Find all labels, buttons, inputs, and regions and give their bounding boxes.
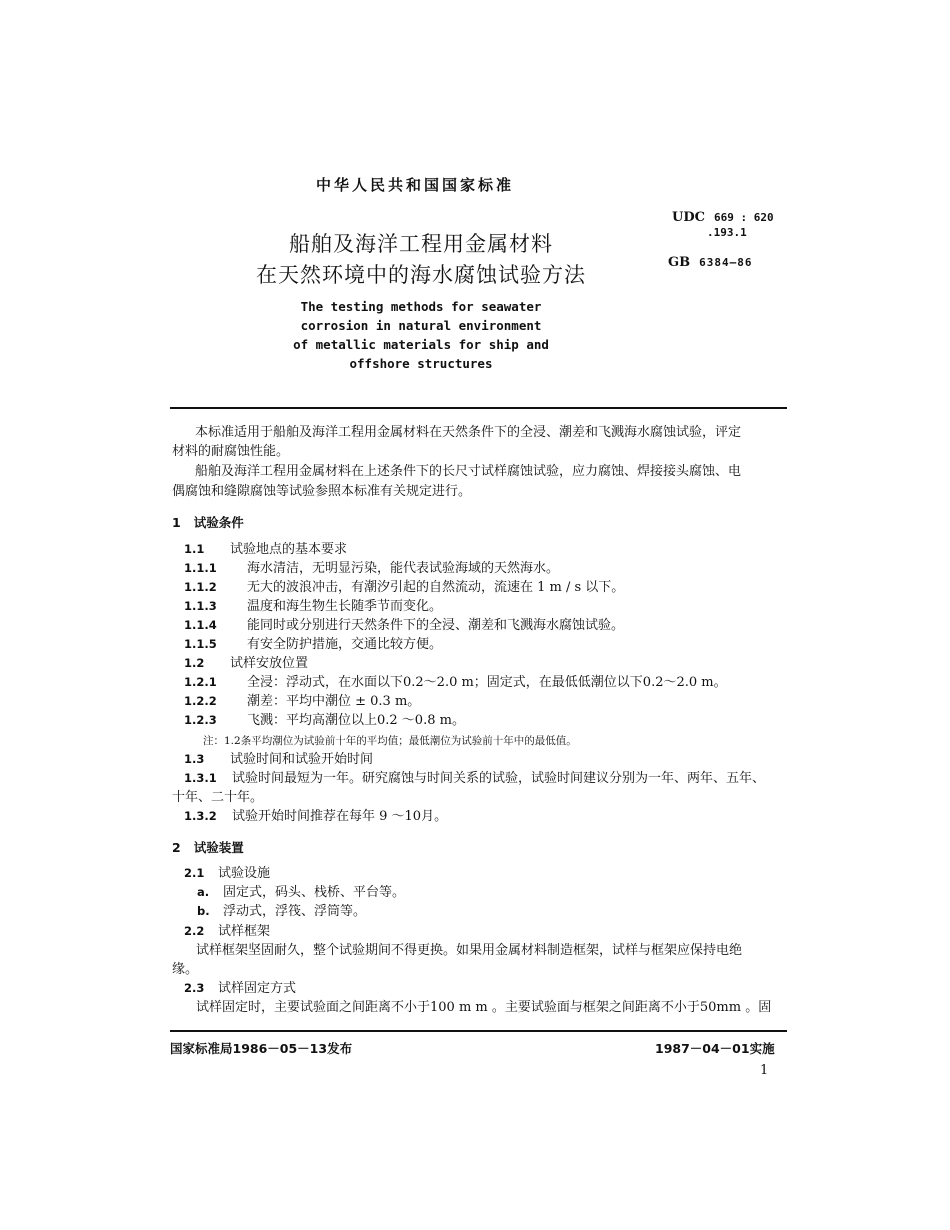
clause-text: 试样框架 [218,924,271,939]
udc-label: UDC [672,210,705,225]
clause-number: 1.2 [184,656,205,670]
clause-text: 温度和海生物生长随季节而变化。 [247,599,443,614]
clause-2-3 [184,979,799,998]
section-2-heading [172,838,787,856]
section-number: 1 [172,515,181,530]
page-number: 1 [760,1063,769,1078]
clause-1-1-5 [184,635,799,654]
section-number: 2 [172,840,181,855]
gb-standard-number [668,255,753,270]
item-label: b. [197,904,210,918]
footer-divider [170,1030,787,1032]
clause-number: 1.3.1 [184,771,217,785]
clause-1-2-1 [184,673,799,692]
clause-1-1-3 [184,597,799,616]
intro-paragraph-1-line-2: 材料的耐腐蚀性能。 [172,444,290,459]
clause-text: 试验地点的基本要求 [230,542,348,557]
clause-text: 全浸：浮动式，在水面以下0.2～2.0 m；固定式，在最低低潮位以下0.2～2.0 m。 [247,675,727,690]
clause-text: 试样安放位置 [230,656,309,671]
udc-code: 669 : 620 [714,211,774,224]
title-english-line-4: offshore structures [349,356,493,371]
clause-1-1 [184,540,799,559]
clause-text: 海水清洁，无明显污染，能代表试验海域的天然海水。 [247,561,560,576]
clause-number: 1.3.2 [184,809,217,823]
section-title: 试验条件 [193,515,244,530]
clause-number: 1.1.4 [184,618,217,632]
item-label: a. [197,885,210,899]
item-text: 固定式，码头、栈桥、平台等。 [223,885,406,900]
title-english-line-3: of metallic materials for ship and [293,337,549,352]
clause-1-3 [184,750,799,769]
clause-text: 试验开始时间推荐在每年 9 ～10月。 [232,809,448,824]
section-1-heading [172,513,787,531]
clause-number: 1.1.2 [184,580,217,594]
clause-number: 1.1.1 [184,561,217,575]
clause-1-2-note: 注：1.2条平均潮位为试验前十年的平均值；最低潮位为试验前十年中的最低值。 [203,735,577,747]
issue-date: 国家标准局1986－05－13发布 [170,1041,353,1056]
clause-text: 试验时间最短为一年。研究腐蚀与时间关系的试验，试验时间建议分别为一年、两年、五年、 [232,771,766,786]
clause-number: 2.2 [184,924,205,938]
clause-number: 1.2.3 [184,713,217,727]
clause-2-3-text: 试样固定时，主要试验面之间距离不小于100 m m 。主要试验面与框架之间距离不小于50mm 。固 [196,1000,772,1015]
clause-number: 1.2.1 [184,675,217,689]
clause-text: 试样固定方式 [218,981,297,996]
clause-1-2 [184,654,799,673]
clause-number: 1.1 [184,542,205,556]
clause-text: 能同时或分别进行天然条件下的全浸、潮差和飞溅海水腐蚀试验。 [247,618,625,633]
clause-text: 无大的波浪冲击，有潮汐引起的自然流动，流速在 1 m / s 以下。 [247,580,625,595]
title-chinese-line-1: 船舶及海洋工程用金属材料 [289,232,553,256]
clause-number: 2.3 [184,981,205,995]
udc-code-continued: .193.1 [707,226,747,239]
clause-2-2-text-line-2: 缘。 [172,962,199,977]
title-english [0,297,842,373]
header-divider [170,407,787,409]
title-chinese-line-2: 在天然环境中的海水腐蚀试验方法 [256,263,586,287]
clause-1-3-1-line-2: 十年、二十年。 [172,790,264,805]
intro-paragraph-2-line-1: 船舶及海洋工程用金属材料在上述条件下的长尺寸试样腐蚀试验，应力腐蚀、焊接接头腐蚀、电 [195,464,742,479]
udc-classification [672,210,774,225]
clause-text: 潮差：平均中潮位 ± 0.3 m。 [247,694,421,709]
clause-1-1-2 [184,578,799,597]
clause-text: 试验设施 [218,866,271,881]
clause-number: 1.3 [184,752,205,766]
clause-1-1-4 [184,616,799,635]
item-b [197,902,812,921]
clause-1-2-2 [184,692,799,711]
gb-code: 6384—86 [699,256,753,269]
clause-1-3-2 [184,807,799,826]
clause-text: 试验时间和试验开始时间 [230,752,374,767]
section-title: 试验装置 [193,840,244,855]
clause-1-3-1-line-1 [184,769,799,788]
item-a [197,883,812,902]
effective-date: 1987－04－01实施 [655,1041,775,1056]
clause-1-1-1 [184,559,799,578]
title-english-line-1: The testing methods for seawater [300,299,542,314]
clause-2-2-text-line-1: 试样框架坚固耐久，整个试验期间不得更换。如果用金属材料制造框架，试样与框架应保持电绝 [196,943,743,958]
intro-paragraph-1-line-1: 本标准适用于船舶及海洋工程用金属材料在天然条件下的全浸、潮差和飞溅海水腐蚀试验，评定 [195,425,742,440]
intro-paragraph-2-line-2: 偶腐蚀和缝隙腐蚀等试验参照本标准有关规定进行。 [172,484,472,499]
item-text: 浮动式，浮筏、浮筒等。 [223,904,367,919]
clause-2-1 [184,864,799,883]
clause-2-2 [184,922,799,941]
title-english-line-2: corrosion in natural environment [300,318,542,333]
clause-number: 1.2.2 [184,694,217,708]
clause-text: 有安全防护措施，交通比较方便。 [247,637,443,652]
gb-label: GB [668,255,691,270]
clause-1-2-3 [184,711,799,730]
clause-number: 1.1.5 [184,637,217,651]
clause-number: 1.1.3 [184,599,217,613]
issuing-country-header: 中华人民共和国国家标准 [315,176,514,194]
clause-text: 飞溅：平均高潮位以上0.2 ～0.8 m。 [247,713,465,728]
clause-number: 2.1 [184,866,205,880]
